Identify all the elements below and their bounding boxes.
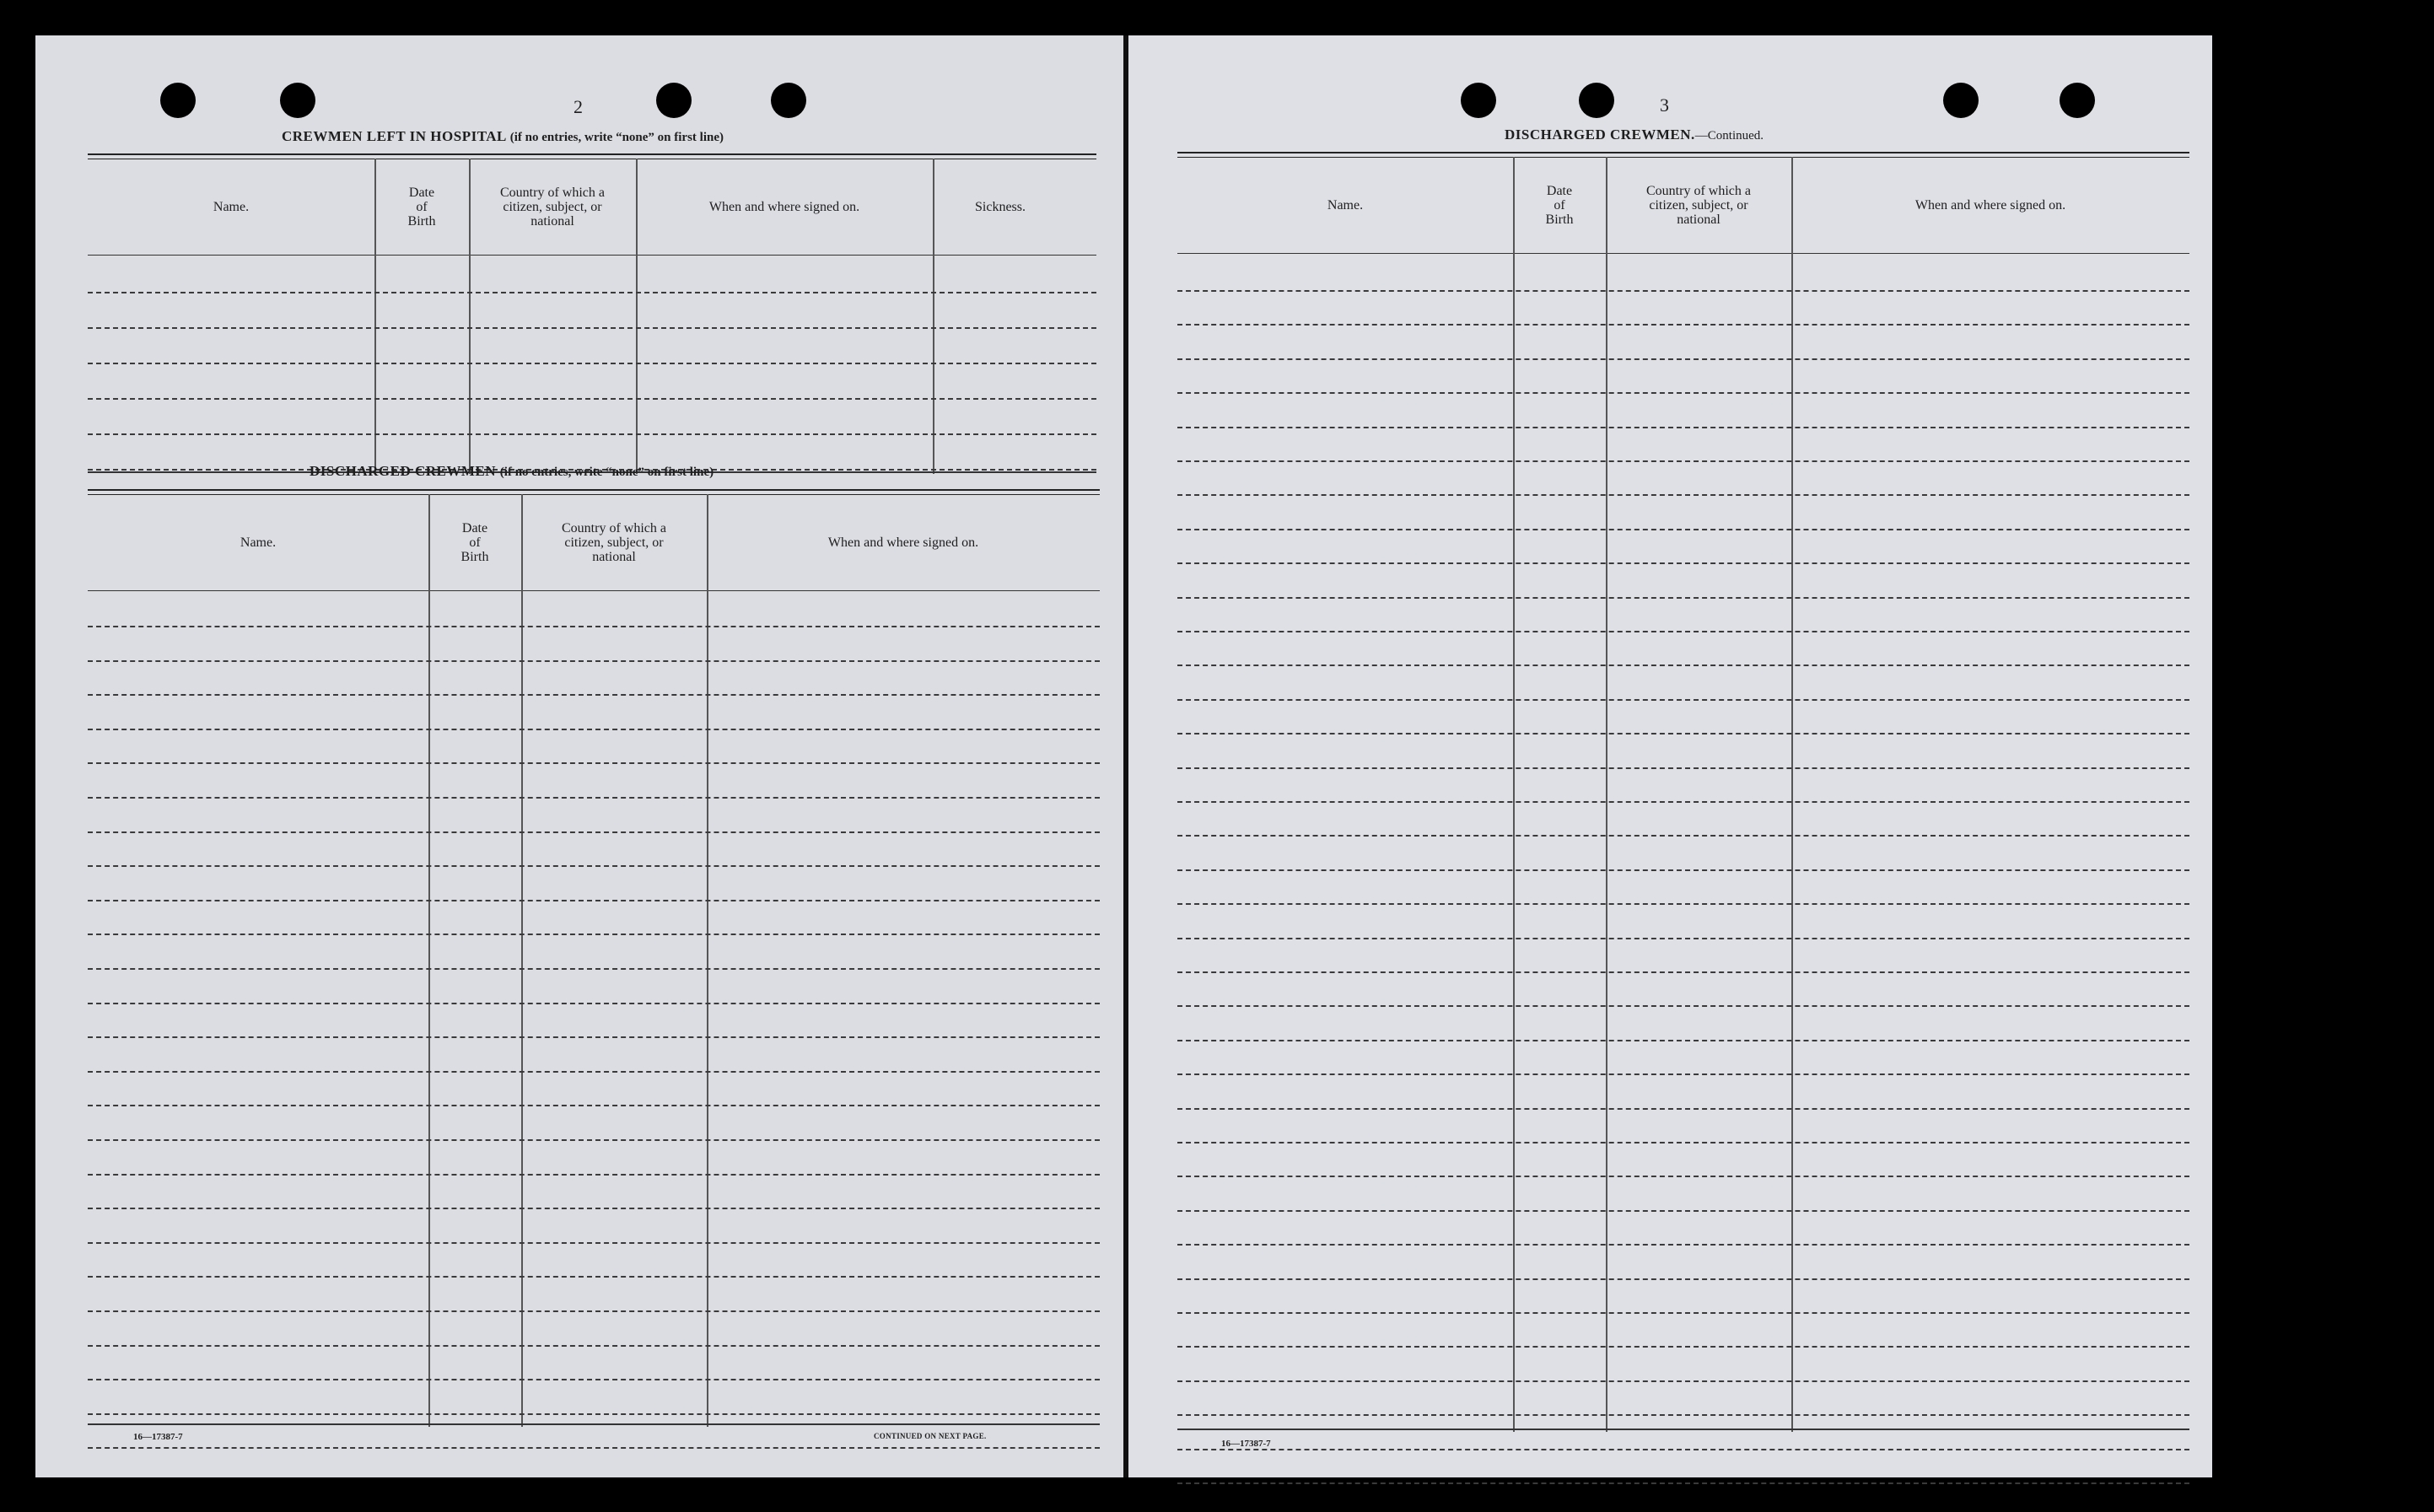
punch-hole [280, 83, 315, 118]
blank-entry-line [1177, 1142, 2189, 1143]
col-header-signed-on: When and where signed on. [1914, 197, 2066, 213]
blank-entry-line [88, 1276, 1100, 1278]
blank-entry-line [1177, 597, 2189, 599]
blank-entry-line [1177, 767, 2189, 769]
punch-hole [2060, 83, 2095, 118]
blank-entry-line [88, 934, 1100, 935]
col-header-country: Country of which a citizen, subject, or national [1646, 183, 1751, 227]
blank-entry-line [88, 1242, 1100, 1244]
blank-entry-line [1177, 1449, 2189, 1450]
blank-entry-line [88, 327, 1096, 329]
blank-entry-line [1177, 903, 2189, 905]
blank-entry-line [1177, 1073, 2189, 1075]
punch-hole [160, 83, 196, 118]
blank-entry-line [1177, 665, 2189, 666]
blank-entry-line [1177, 529, 2189, 530]
discharged-continued-title [1505, 126, 1764, 143]
blank-entry-line [1177, 494, 2189, 496]
blank-entry-line [88, 729, 1100, 730]
left-page [35, 35, 1123, 1477]
col-header-country: Country of which a citizen, subject, or national [562, 520, 666, 564]
blank-entry-line [1177, 1380, 2189, 1382]
blank-entry-line [88, 1447, 1100, 1449]
blank-entry-line [1177, 290, 2189, 292]
blank-entry-line [1177, 460, 2189, 462]
blank-entry-line [1177, 631, 2189, 632]
blank-entry-line [1177, 1176, 2189, 1177]
punch-hole [656, 83, 692, 118]
col-header-country: Country of which a citizen, subject, or national [500, 185, 605, 229]
page-number: 2 [573, 96, 583, 117]
blank-entry-line [1177, 801, 2189, 803]
blank-entry-line [1177, 1482, 2189, 1484]
blank-entry-line [88, 694, 1100, 696]
blank-entry-line [1177, 1040, 2189, 1041]
blank-entry-line [88, 433, 1096, 435]
blank-entry-line [88, 363, 1096, 364]
blank-entry-line [88, 1174, 1100, 1176]
blank-entry-line [1177, 971, 2189, 973]
blank-entry-line [1177, 733, 2189, 734]
blank-entry-line [88, 1310, 1100, 1312]
col-header-name: Name. [213, 199, 250, 214]
blank-entry-line [88, 900, 1100, 901]
blank-entry-line [1177, 1312, 2189, 1314]
form-number: 16—17387-7 [1221, 1439, 1271, 1449]
col-header-sickness: Sickness. [975, 199, 1026, 214]
blank-entry-line [1177, 392, 2189, 394]
blank-entry-line [1177, 1108, 2189, 1110]
discharged-section-title [310, 463, 714, 480]
blank-entry-line [88, 1379, 1100, 1380]
hospital-title-note: (if no entries, write “none” on first line) [509, 131, 724, 144]
blank-entry-line [88, 797, 1100, 799]
blank-entry-line [1177, 562, 2189, 564]
blank-entry-line [88, 660, 1100, 662]
page-number: 3 [1660, 94, 1669, 116]
blank-entry-line [1177, 1244, 2189, 1246]
blank-entry-line [88, 1036, 1100, 1038]
punch-hole [1943, 83, 1979, 118]
blank-entry-line [1177, 358, 2189, 360]
continued-note: CONTINUED ON NEXT PAGE. [874, 1432, 987, 1440]
col-header-name: Name. [1327, 197, 1364, 213]
col-header-date-of-birth: Date of Birth [460, 520, 489, 564]
blank-entry-line [1177, 324, 2189, 326]
blank-entry-line [1177, 1210, 2189, 1212]
discharged-continued-table [1177, 152, 2189, 1434]
form-number: 16—17387-7 [133, 1432, 183, 1442]
punch-hole [1579, 83, 1614, 118]
blank-entry-line [1177, 1278, 2189, 1280]
discharged-continued-title-text: DISCHARGED CREWMEN. [1505, 126, 1695, 143]
punch-hole [1461, 83, 1496, 118]
blank-entry-line [88, 1413, 1100, 1415]
blank-entry-line [88, 1003, 1100, 1004]
blank-entry-line [1177, 1005, 2189, 1007]
blank-entry-line [1177, 1346, 2189, 1348]
blank-entry-line [88, 1345, 1100, 1347]
col-header-date-of-birth: Date of Birth [407, 185, 436, 229]
blank-entry-line [1177, 699, 2189, 701]
blank-entry-line [88, 865, 1100, 867]
blank-entry-line [88, 292, 1096, 293]
blank-entry-line [88, 1105, 1100, 1106]
col-header-signed-on: When and where signed on. [708, 199, 860, 214]
col-header-signed-on: When and where signed on. [827, 535, 979, 550]
blank-entry-line [1177, 835, 2189, 837]
blank-entry-line [88, 1139, 1100, 1141]
discharged-title-note: (if no entries, write “none” on first line) [499, 465, 714, 479]
blank-entry-line [88, 1071, 1100, 1073]
blank-entry-line [1177, 427, 2189, 428]
blank-entry-line [88, 831, 1100, 833]
col-header-name: Name. [240, 535, 277, 550]
blank-entry-line [88, 626, 1100, 627]
blank-entry-line [1177, 1414, 2189, 1416]
punch-hole [771, 83, 806, 118]
hospital-table [88, 153, 1096, 474]
continued-label: —Continued. [1694, 129, 1764, 143]
blank-entry-line [1177, 938, 2189, 939]
blank-entry-line [88, 762, 1100, 764]
discharged-table [88, 489, 1100, 1432]
blank-entry-line [1177, 869, 2189, 871]
hospital-section-title [282, 128, 724, 145]
right-page [1128, 35, 2212, 1477]
blank-entry-line [88, 1208, 1100, 1209]
hospital-title-text: CREWMEN LEFT IN HOSPITAL [282, 128, 506, 144]
blank-entry-line [88, 968, 1100, 970]
blank-entry-line [88, 398, 1096, 400]
col-header-date-of-birth: Date of Birth [1545, 183, 1574, 227]
discharged-title-text: DISCHARGED CREWMEN [310, 463, 497, 479]
